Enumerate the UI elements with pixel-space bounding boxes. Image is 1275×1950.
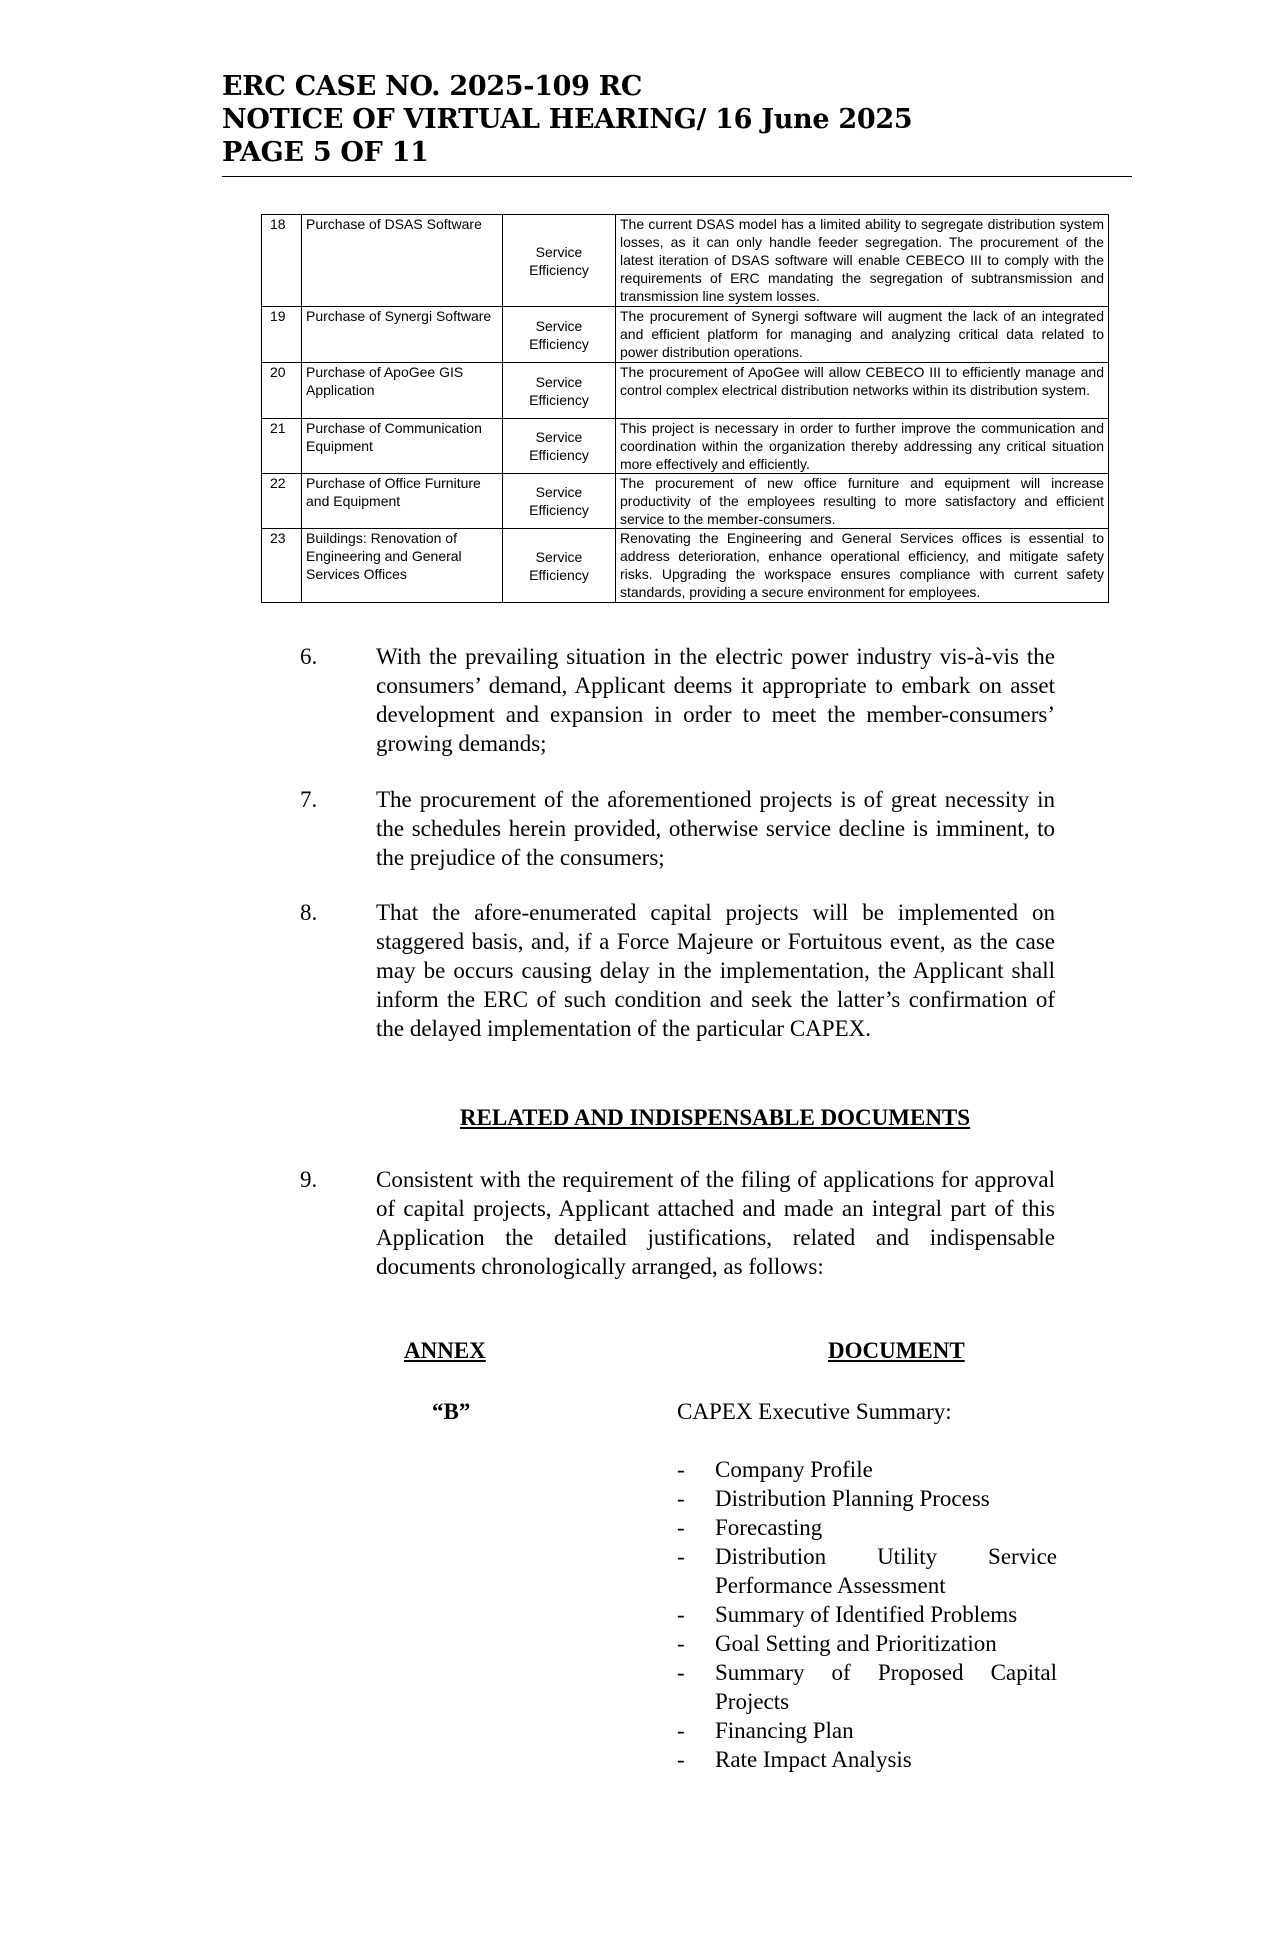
annex-column-header: ANNEX: [404, 1338, 486, 1363]
list-item-text: Goal Setting and Prioritization: [715, 1631, 997, 1656]
project-category: Service Efficiency: [503, 529, 616, 603]
list-item: [677, 1542, 1057, 1600]
project-name: Purchase of Office Furniture and Equipment: [302, 474, 503, 529]
dash-bullet: -: [677, 1718, 685, 1743]
list-item-text: Distribution Planning Process: [715, 1486, 990, 1511]
project-category: Service Efficiency: [503, 215, 616, 307]
row-number: 18: [262, 215, 302, 307]
row-number: 19: [262, 307, 302, 363]
project-category: Service Efficiency: [503, 363, 616, 419]
list-item: [677, 1716, 1057, 1745]
paragraph-number: 7.: [300, 787, 318, 812]
list-item: [677, 1455, 1057, 1484]
project-justification: The procurement of Synergi software will augment the lack of an integrated and efficient platform for managing and analyzing critical data related to power distribution operations.: [616, 307, 1109, 363]
row-number: 22: [262, 474, 302, 529]
project-justification: The procurement of new office furniture and equipment will increase productivity of the employees resulting to more satisfactory and efficient service to the member-consumers.: [616, 474, 1109, 529]
project-category: Service Efficiency: [503, 307, 616, 363]
dash-bullet: -: [677, 1486, 685, 1511]
list-item-text: Summary of Proposed Capital Projects: [715, 1660, 1057, 1714]
list-item-text: Summary of Identified Problems: [715, 1602, 1018, 1627]
paragraph-text: With the prevailing situation in the electric power industry vis-à-vis the consumers’ demand, Applicant deems it appropriate to embark on asset development and expansion in order to meet the member-consumers’ growing demands;: [376, 644, 1055, 756]
project-category: Service Efficiency: [503, 419, 616, 474]
header-rule: [222, 176, 1132, 177]
project-name: Purchase of DSAS Software: [302, 215, 503, 307]
project-justification: The procurement of ApoGee will allow CEBECO III to efficiently manage and control complex electrical distribution networks within its distribution system.: [616, 363, 1109, 419]
table-row: [262, 529, 1109, 603]
paragraph-text: The procurement of the aforementioned projects is of great necessity in the schedules herein provided, otherwise service decline is imminent, to the prejudice of the consumers;: [376, 787, 1055, 870]
case-number: ERC CASE NO. 2025-109 RC: [222, 71, 643, 102]
project-name: Purchase of Synergi Software: [302, 307, 503, 363]
dash-bullet: -: [677, 1747, 685, 1772]
paragraph-number: 9.: [300, 1167, 318, 1192]
table-row: [262, 363, 1109, 419]
paragraph-text: That the afore-enumerated capital projects will be implemented on staggered basis, and, if a Force Majeure or Fortuitous event, as the case may be occurs causing delay in the implementation, the Applicant shall inform the ERC of such condition and seek the latter’s confirmation of the delayed implementation of the particular CAPEX.: [376, 900, 1055, 1041]
table-row: [262, 474, 1109, 529]
document-header: [222, 70, 1132, 169]
project-name: Purchase of Communication Equipment: [302, 419, 503, 474]
annex-letter: “B”: [432, 1399, 471, 1424]
table-row: [262, 419, 1109, 474]
document-column-header: DOCUMENT: [828, 1338, 965, 1363]
project-justification: The current DSAS model has a limited ability to segregate distribution system losses, as it can only handle feeder segregation. The procurement of the latest iteration of DSAS software will enable CEBECO III to comply with the requirements of ERC mandating the segregation of subtransmission and transmission line system losses.: [616, 215, 1109, 307]
paragraph-text: Consistent with the requirement of the filing of applications for approval of capital projects, Applicant attached and made an integral part of this Application the detailed justifications, related and indispensable documents chronologically arranged, as follows:: [376, 1167, 1055, 1279]
capex-projects-table: [261, 214, 1109, 603]
dash-bullet: -: [677, 1660, 685, 1685]
table-row: [262, 307, 1109, 363]
list-item-text: Company Profile: [715, 1457, 873, 1482]
project-name: Purchase of ApoGee GIS Application: [302, 363, 503, 419]
list-item-text: Distribution Utility Service Performance Assessment: [715, 1544, 1057, 1598]
project-justification: Renovating the Engineering and General Services offices is essential to address deterioration, enhance operational efficiency, and mitigate safety risks. Upgrading the workspace ensures compliance with current safety standards, providing a secure environment for employees.: [616, 529, 1109, 603]
project-category: Service Efficiency: [503, 474, 616, 529]
table-row: [262, 215, 1109, 307]
paragraph-number: 8.: [300, 900, 318, 925]
section-title: RELATED AND INDISPENSABLE DOCUMENTS: [459, 1105, 971, 1130]
list-item: [677, 1484, 1057, 1513]
row-number: 20: [262, 363, 302, 419]
project-name: Buildings: Renovation of Engineering and General Services Offices: [302, 529, 503, 603]
dash-bullet: -: [677, 1602, 685, 1627]
row-number: 21: [262, 419, 302, 474]
list-item-text: Financing Plan: [715, 1718, 854, 1743]
list-item: [677, 1629, 1057, 1658]
dash-bullet: -: [677, 1515, 685, 1540]
list-item: [677, 1513, 1057, 1542]
list-item-text: Forecasting: [715, 1515, 823, 1540]
document-title: CAPEX Executive Summary:: [677, 1399, 952, 1424]
list-item: [677, 1745, 1057, 1774]
dash-bullet: -: [677, 1544, 685, 1569]
document-list: [677, 1455, 1057, 1774]
dash-bullet: -: [677, 1631, 685, 1656]
paragraph-number: 6.: [300, 644, 318, 669]
notice-title: NOTICE OF VIRTUAL HEARING/ 16 June 2025: [222, 104, 913, 135]
list-item-text: Rate Impact Analysis: [715, 1747, 912, 1772]
page-number: PAGE 5 OF 11: [222, 137, 429, 168]
row-number: 23: [262, 529, 302, 603]
list-item: [677, 1658, 1057, 1716]
list-item: [677, 1600, 1057, 1629]
dash-bullet: -: [677, 1457, 685, 1482]
project-justification: This project is necessary in order to further improve the communication and coordination within the organization thereby addressing any critical situation more effectively and efficiently.: [616, 419, 1109, 474]
